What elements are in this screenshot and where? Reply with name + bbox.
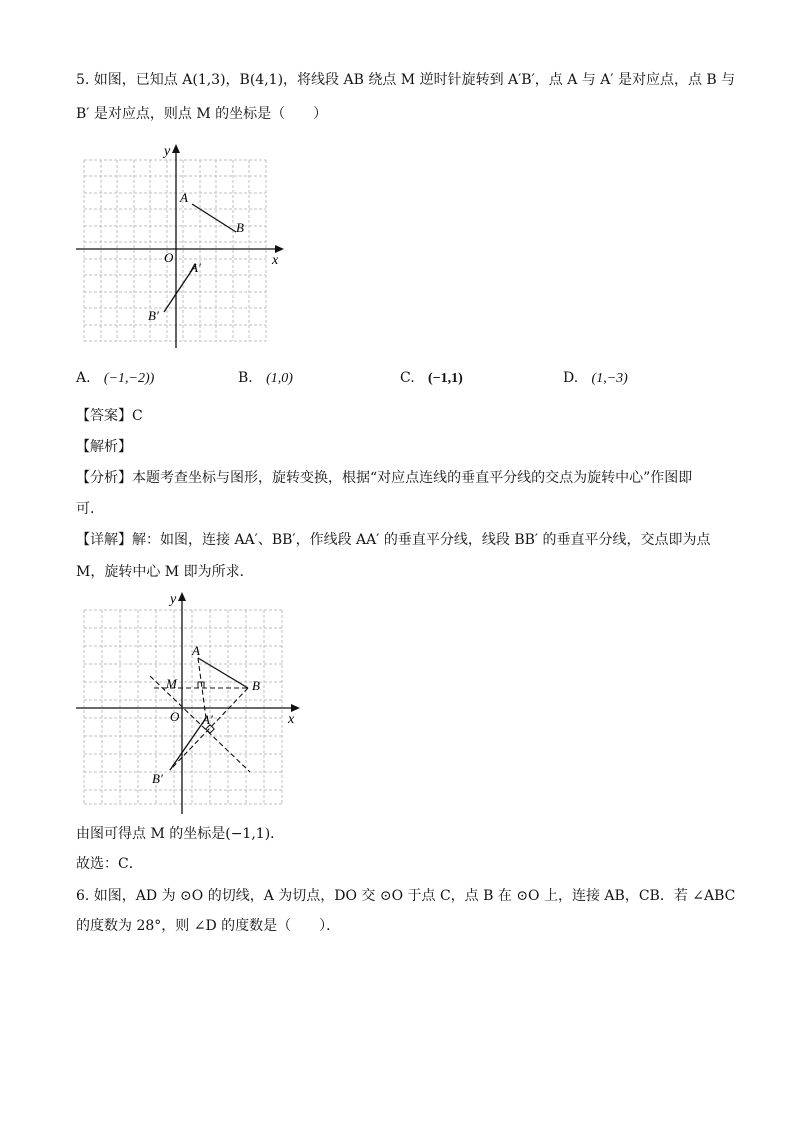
q5-stem-line1: 5. 如图，已知点 A(1,3)，B(4,1)，将线段 AB 绕点 M 逆时针旋转到 A′B′，点 A 与 A′ 是对应点，点 B 与 [76,72,736,88]
option-d [563,370,628,387]
segment-ab [192,204,236,232]
q5-stem-line2: B′ 是对应点，则点 M 的坐标是（ ） [76,106,328,122]
option-a [76,370,154,387]
bisector-bb1 [150,676,250,772]
point-b1-label: B′ [148,308,159,323]
option-c [400,370,463,387]
q6-stem-line2: 的度数为 28°，则 ∠D 的度数是（ ）． [76,918,341,934]
analysis-line1: 【分析】本题考查坐标与图形，旋转变换，根据“对应点连线的垂直平分线的交点为旋转中心”作图即 [76,470,693,486]
option-a-value: (−1,−2)) [103,371,155,386]
option-a-label: A. [76,370,91,386]
x-axis-label: x [272,253,279,268]
y-axis-label: y [164,144,171,159]
detail-line2: M，旋转中心 M 即为所求． [76,564,254,580]
detail-line1: 【详解】解：如图，连接 AA′、BB′，作线段 AA′ 的垂直平分线，线段 BB′ 的垂直平分线，交点即为点 [76,532,711,548]
analysis-line2: 可． [76,501,104,517]
axes [76,592,300,814]
point-b-label: B [252,678,260,693]
point-b-label: B [236,220,244,235]
origin-label: O [170,709,180,724]
option-d-value: (1,−3) [591,371,628,386]
point-a1-label: A′ [190,260,201,275]
option-c-label: C. [400,370,415,386]
answer: 【答案】C [76,408,143,424]
option-b [238,370,293,387]
grid [84,160,266,341]
segment-ab [198,658,248,688]
option-d-label: D. [563,370,579,386]
point-b1-label: B′ [152,771,163,786]
axes [76,144,284,348]
option-c-value: (−1,1) [428,371,463,386]
grid [84,610,282,804]
solution-figure [74,590,306,816]
q5-figure [74,142,290,354]
option-b-value: (1,0) [266,371,293,386]
point-a-label: A [192,643,200,658]
origin-label: O [164,250,174,265]
q6-stem-line1: 6. 如图，AD 为 ⊙O 的切线，A 为切点，DO 交 ⊙O 于点 C，点 B 在 ⊙O 上，连接 AB，CB．若 ∠ABC [76,888,736,904]
x-axis-label: x [288,712,295,727]
construction-lines [150,658,250,772]
point-m-label: M [166,676,177,691]
y-axis-label: y [170,592,177,607]
choose: 故选：C． [76,856,143,872]
jiexi-heading: 【解析】 [76,439,132,455]
option-b-label: B. [238,370,253,386]
point-a-label: A [180,190,188,205]
conclusion: 由图可得点 M 的坐标是(−1,1)． [76,826,285,842]
point-a1-label: A′ [202,712,213,727]
segment-a1b1 [170,718,206,770]
